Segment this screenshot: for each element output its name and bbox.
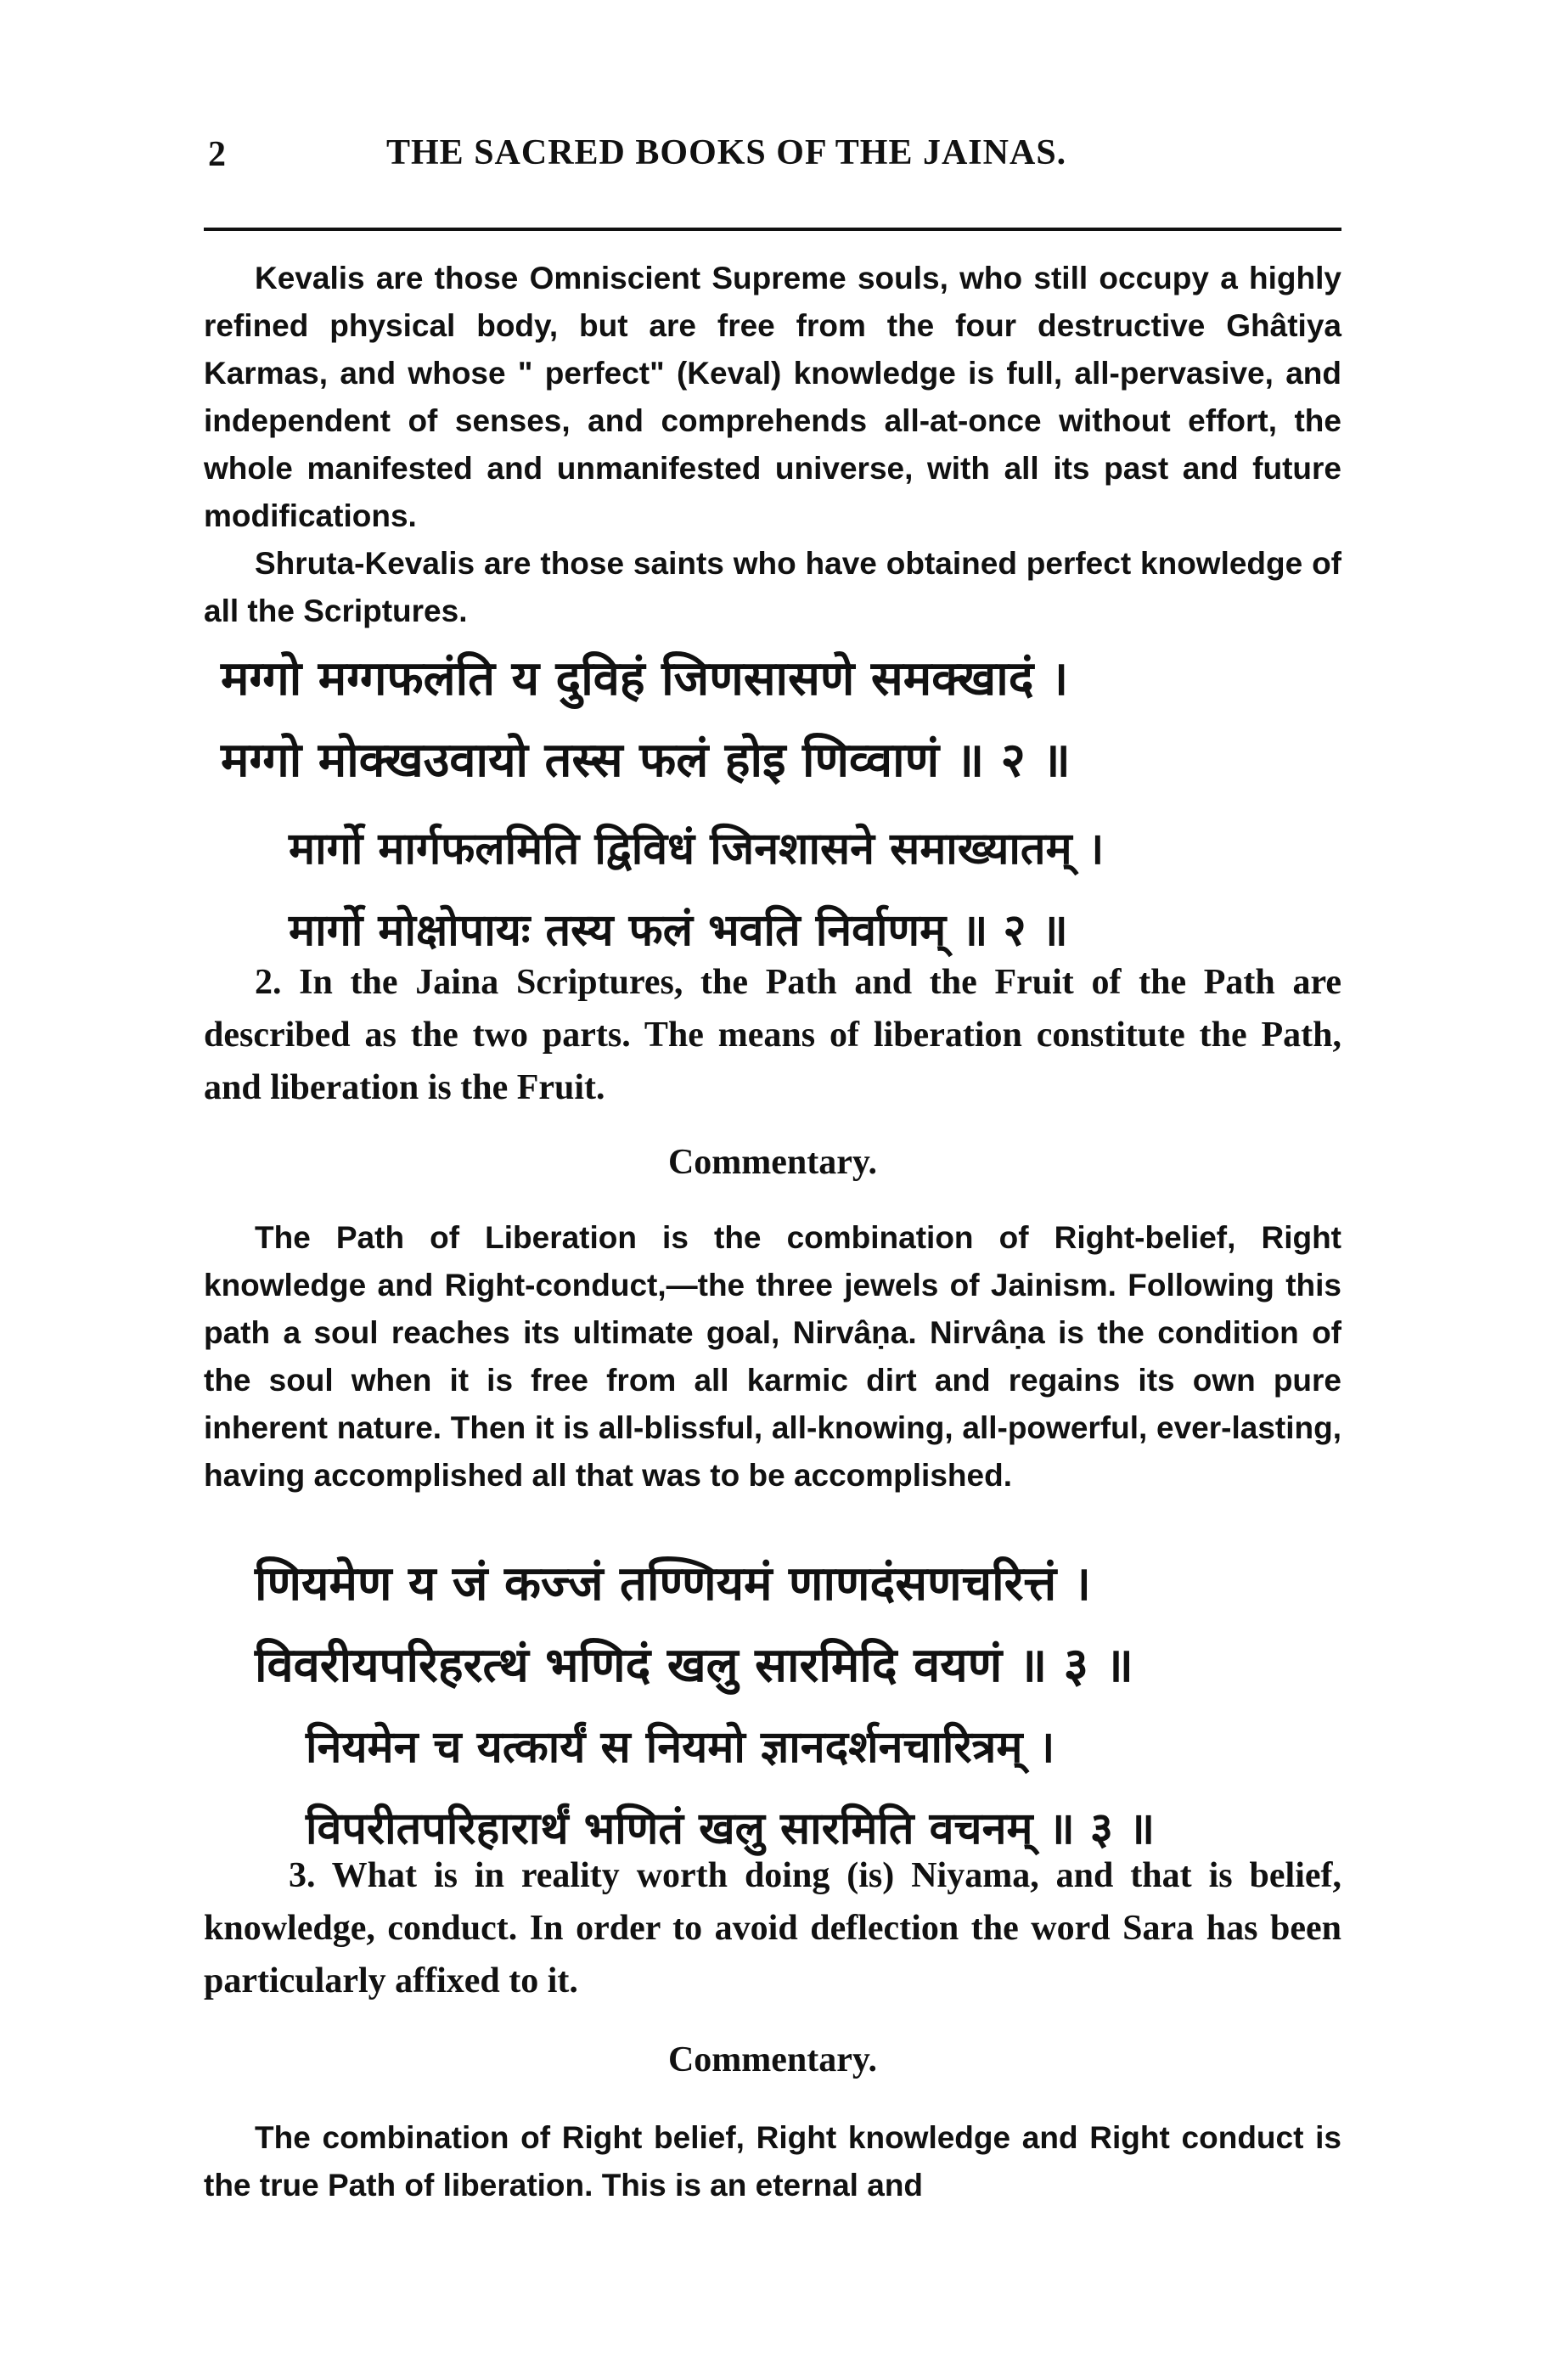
verse-3-translation: 3. What is in reality worth doing (is) Niyama, and that is belief, knowledge, conduct. In order to avoid deflection the word Sara has been particularly affixed to it. [204, 1856, 1341, 2000]
shruta-kevalis-paragraph: Shruta-Kevalis are those saints who have obtained perfect knowledge of all the Scriptures. [204, 546, 1341, 628]
header-rule [204, 228, 1341, 231]
verse-3-commentary: The combination of Right belief, Right knowledge and Right conduct is the true Path of liberation. This is an eternal and [204, 2120, 1341, 2203]
running-title: THE SACRED BOOKS OF THE JAINAS. [386, 133, 1067, 172]
page-number: 2 [208, 135, 226, 174]
verse-3-sanskrit-line-2: विपरीतपरिहारार्थं भणितं खलु सारमिति वचनम् ॥ ३ ॥ [306, 1803, 1156, 1854]
verse-2-sanskrit-line-1: मार्गो मार्गफलमिति द्विविधं जिनशासने समाख्यातम् । [289, 824, 1105, 875]
verse-2-commentary-heading: Commentary. [667, 1143, 878, 1182]
verse-3-prakrit [204, 1544, 1341, 1707]
verse-2-prakrit-line-2: मग्गो मोक्खउवायो तस्स फलं होइ णिव्वाणं ॥ २ ॥ [221, 733, 1071, 788]
verse-3-commentary-heading: Commentary. [667, 2040, 878, 2079]
verse-2-commentary: The Path of Liberation is the combination of Right-belief, Right knowledge and Right-conduct,—the three jewels of Jainism. Following this path a soul reaches its ultimate goal, Nirvâṇa. Nirvâṇa is the condition of the soul when it is free from all karmic dirt and regains its own pure inherent nature. Then it is all-blissful, all-knowing, all-powerful, ever-lasting, having accomplished all that was to be accomplished. [204, 1220, 1341, 1493]
kevalis-paragraph: Kevalis are those Omniscient Supreme souls, who still occupy a highly refined physical body, but are free from the four destructive Ghâtiya Karmas, and whose " perfect" (Keval) knowledge is full, all-pervasive, and independent of senses, and comprehends all-at-once without effort, the whole manifested and unmanifested universe, with all its past and future modifications. [204, 261, 1341, 533]
verse-2-sanskrit [204, 808, 1341, 971]
verse-3-prakrit-line-1: णियमेण य जं कज्जं तण्णियमं णाणदंसणचरित्तं । [255, 1556, 1091, 1612]
verse-2-prakrit-line-1: मग्गो मग्गफलंति य दुविहं जिणसासणे समक्खादं । [221, 651, 1069, 706]
verse-2-translation: 2. In the Jaina Scriptures, the Path and the Fruit of the Path are described as the two parts. The means of liberation constitute the Path, and liberation is the Fruit. [204, 963, 1341, 1107]
verse-2-prakrit [204, 639, 1341, 802]
verse-3-sanskrit-line-1: नियमेन च यत्कार्यं स नियमो ज्ञानदर्शनचारित्रम् । [306, 1722, 1055, 1773]
verse-3-prakrit-line-2: विवरीयपरिहरत्थं भणिदं खलु सारमिदि वयणं ॥ ३ ॥ [255, 1638, 1133, 1693]
verse-2-sanskrit-line-2: मार्गो मोक्षोपायः तस्य फलं भवति निर्वाणम् ॥ २ ॥ [289, 905, 1068, 956]
verse-3-sanskrit [204, 1707, 1341, 1870]
